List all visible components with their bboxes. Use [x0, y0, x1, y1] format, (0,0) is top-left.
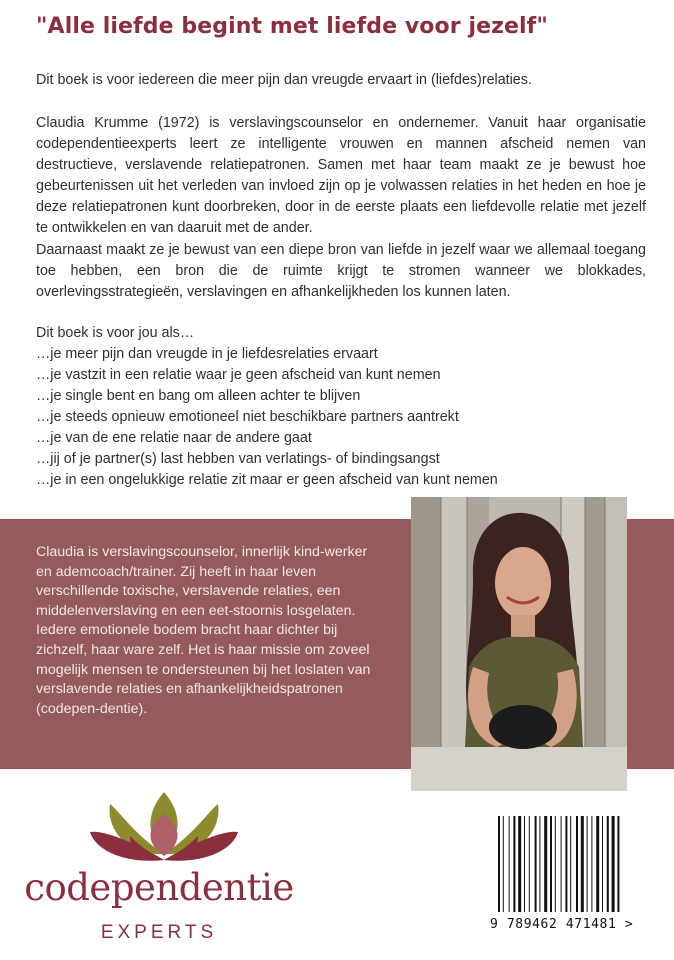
- barcode-bar: [555, 816, 556, 912]
- barcode-bar: [539, 816, 540, 912]
- barcode-bar: [587, 816, 588, 912]
- barcode-bar: [518, 816, 521, 912]
- source-paragraph: Daarnaast maakt ze je bewust van een diepe bron van liefde in jezelf waar we allemaal toegang toe hebben, een bron die de ruimte krijgt te stromen wanneer we blokkades, overlevingsstrategieën, verslavingen en afhankelijkheden los kunnen laten.: [36, 242, 646, 300]
- barcode-bar: [612, 816, 615, 912]
- list-item: …je vastzit in een relatie waar je geen afscheid van kunt nemen: [36, 367, 441, 383]
- barcode-bar: [561, 816, 562, 912]
- book-title: "Alle liefde begint met liefde voor jezelf": [36, 14, 548, 39]
- barcode-bar: [529, 816, 530, 912]
- list-item: …je van de ene relatie naar de andere gaat: [36, 430, 312, 446]
- barcode-bar: [581, 816, 584, 912]
- barcode-bar: [498, 816, 500, 912]
- list-heading: Dit boek is voor jou als…: [36, 325, 195, 341]
- barcode-bar: [602, 816, 603, 912]
- barcode-bar: [503, 816, 504, 912]
- barcode-bar: [509, 816, 510, 912]
- barcode-bar: [617, 816, 619, 912]
- author-portrait: [411, 497, 627, 791]
- barcode-bar: [550, 816, 552, 912]
- barcode-bar: [570, 816, 571, 912]
- barcode-bar: [596, 816, 599, 912]
- author-paragraph: Claudia Krumme (1972) is verslavingscounselor en ondernemer. Vanuit haar organisatie codependentieexperts leert ze intelligente vrouwen en mannen afscheid nemen van destructieve, verslavende relatiepatronen. Samen met haar team maakt ze je bewust hoe gebeurtenissen uit het verleden van invloed zijn op je volwassen relaties in het heden en hoe je deze relatiepatronen kunt doorbreken, door in de eerste plaats een liefdevolle relatie met jezelf te ontwikkelen en van daaruit met de ander.: [36, 115, 646, 236]
- barcode-bar: [607, 816, 609, 912]
- list-item: …je in een ongelukkige relatie zit maar er geen afscheid van kunt nemen: [36, 472, 498, 488]
- logo-subtitle: EXPERTS: [100, 922, 218, 943]
- list-item: …je steeds opnieuw emotioneel niet beschikbare partners aantrekt: [36, 409, 459, 425]
- logo-wordmark: codependentie: [24, 866, 294, 909]
- audience-list: [36, 323, 646, 491]
- barcode-bar: [513, 816, 515, 912]
- barcode-bar: [576, 816, 578, 912]
- barcode-bar: [524, 816, 525, 912]
- list-item: …je single bent en bang om alleen achter te blijven: [36, 388, 361, 404]
- author-bio: Claudia is verslavingscounselor, innerlijk kind-werker en ademcoach/trainer. Zij heeft in haar leven verschillende toxische, verslavende relaties, een middelenverslaving en een eet-stoornis losgelaten. Iedere emotionele bodem bracht haar dichter bij zichzelf, haar ware zelf. Het is haar missie om zoveel mogelijk mensen te ondersteunen bij het loslaten van verslavende relaties en afhankelijkheidspatronen (codepen-dentie).: [36, 544, 371, 717]
- barcode-bar: [591, 816, 592, 912]
- barcode-bar: [535, 816, 537, 912]
- list-item: …jij of je partner(s) last hebben van verlatings- of bindingsangst: [36, 451, 440, 467]
- intro-paragraph: Dit boek is voor iedereen die meer pijn dan vreugde ervaart in (liefdes)relaties.: [36, 72, 532, 88]
- barcode-bar: [565, 816, 567, 912]
- isbn-number: 9 789462 471481 >: [490, 917, 634, 932]
- list-item: …je meer pijn dan vreugde in je liefdesrelaties ervaart: [36, 346, 378, 362]
- barcode-bar: [544, 816, 547, 912]
